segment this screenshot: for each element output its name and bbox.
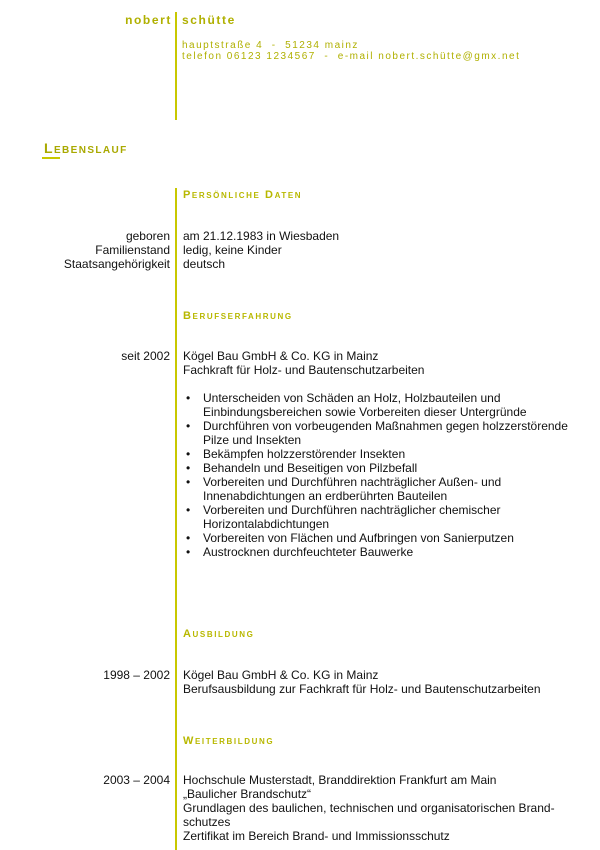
training-line: schutzes xyxy=(183,815,231,829)
education-period: 1998 – 2002 xyxy=(103,668,170,682)
section-heading-training: Weiterbildung xyxy=(183,735,275,747)
contact-line: telefon 06123 1234567 - e-mail nobert.schütte@gmx.net xyxy=(182,51,521,62)
document-title xyxy=(44,140,128,156)
list-item: • Behandeln und Beseitigen von Pilzbefall xyxy=(183,461,583,475)
last-name: schütte xyxy=(182,13,236,27)
list-item: • Durchführen von vorbeugenden Maßnahmen gegen holzzerstörende Pilze und Insekten xyxy=(183,419,583,447)
section-heading-personal: Persönliche Daten xyxy=(183,189,303,201)
experience-position: Fachkraft für Holz- und Bautenschutzarbeiten xyxy=(183,363,425,377)
training-line: Grundlagen des baulichen, technischen und organisatorischen Brand- xyxy=(183,801,555,815)
list-item: • Vorbereiten von Flächen und Aufbringen von Sanierputzen xyxy=(183,531,583,545)
list-item: • Bekämpfen holzzerstörender Insekten xyxy=(183,447,583,461)
section-divider-line xyxy=(175,188,177,850)
address-line: hauptstraße 4 - 51234 mainz xyxy=(182,40,359,51)
document-title-text: Lebenslauf xyxy=(44,140,128,156)
training-line: Zertifikat im Bereich Brand- und Immissionsschutz xyxy=(183,829,450,843)
personal-label-nationality: Staatsangehörigkeit xyxy=(63,257,170,271)
experience-task-list xyxy=(183,391,583,559)
personal-value-nationality: deutsch xyxy=(183,257,226,271)
header-divider-line xyxy=(175,12,177,120)
training-period: 2003 – 2004 xyxy=(103,773,170,787)
first-name: nobert xyxy=(125,13,172,27)
education-description: Berufsausbildung zur Fachkraft für Holz- und Bautenschutzarbeiten xyxy=(183,682,541,696)
personal-value-marital: ledig, keine Kinder xyxy=(183,243,282,257)
personal-label-birth: geboren xyxy=(125,229,170,243)
personal-label-marital: Familienstand xyxy=(95,243,170,257)
section-heading-experience: Berufserfahrung xyxy=(183,310,293,322)
list-item: • Vorbereiten und Durchführen nachträglicher Außen- und Innenabdichtungen an erdberührten Bauteilen xyxy=(183,475,583,503)
training-line: „Baulicher Brandschutz“ xyxy=(183,787,312,801)
list-item: • Unterscheiden von Schäden an Holz, Holzbauteilen und Einbindungsbereichen sowie Vorbereiten dieser Untergründe xyxy=(183,391,583,419)
list-item: • Austrocknen durchfeuchteter Bauwerke xyxy=(183,545,583,559)
experience-company: Kögel Bau GmbH & Co. KG in Mainz xyxy=(183,349,379,363)
personal-value-birth: am 21.12.1983 in Wiesbaden xyxy=(183,229,340,243)
training-line: Hochschule Musterstadt, Branddirektion Frankfurt am Main xyxy=(183,773,497,787)
title-underline xyxy=(42,157,60,159)
list-item: • Vorbereiten und Durchführen nachträglicher chemischer Horizontalabdichtungen xyxy=(183,503,583,531)
section-heading-education: Ausbildung xyxy=(183,628,255,640)
education-company: Kögel Bau GmbH & Co. KG in Mainz xyxy=(183,668,379,682)
experience-period: seit 2002 xyxy=(121,349,170,363)
